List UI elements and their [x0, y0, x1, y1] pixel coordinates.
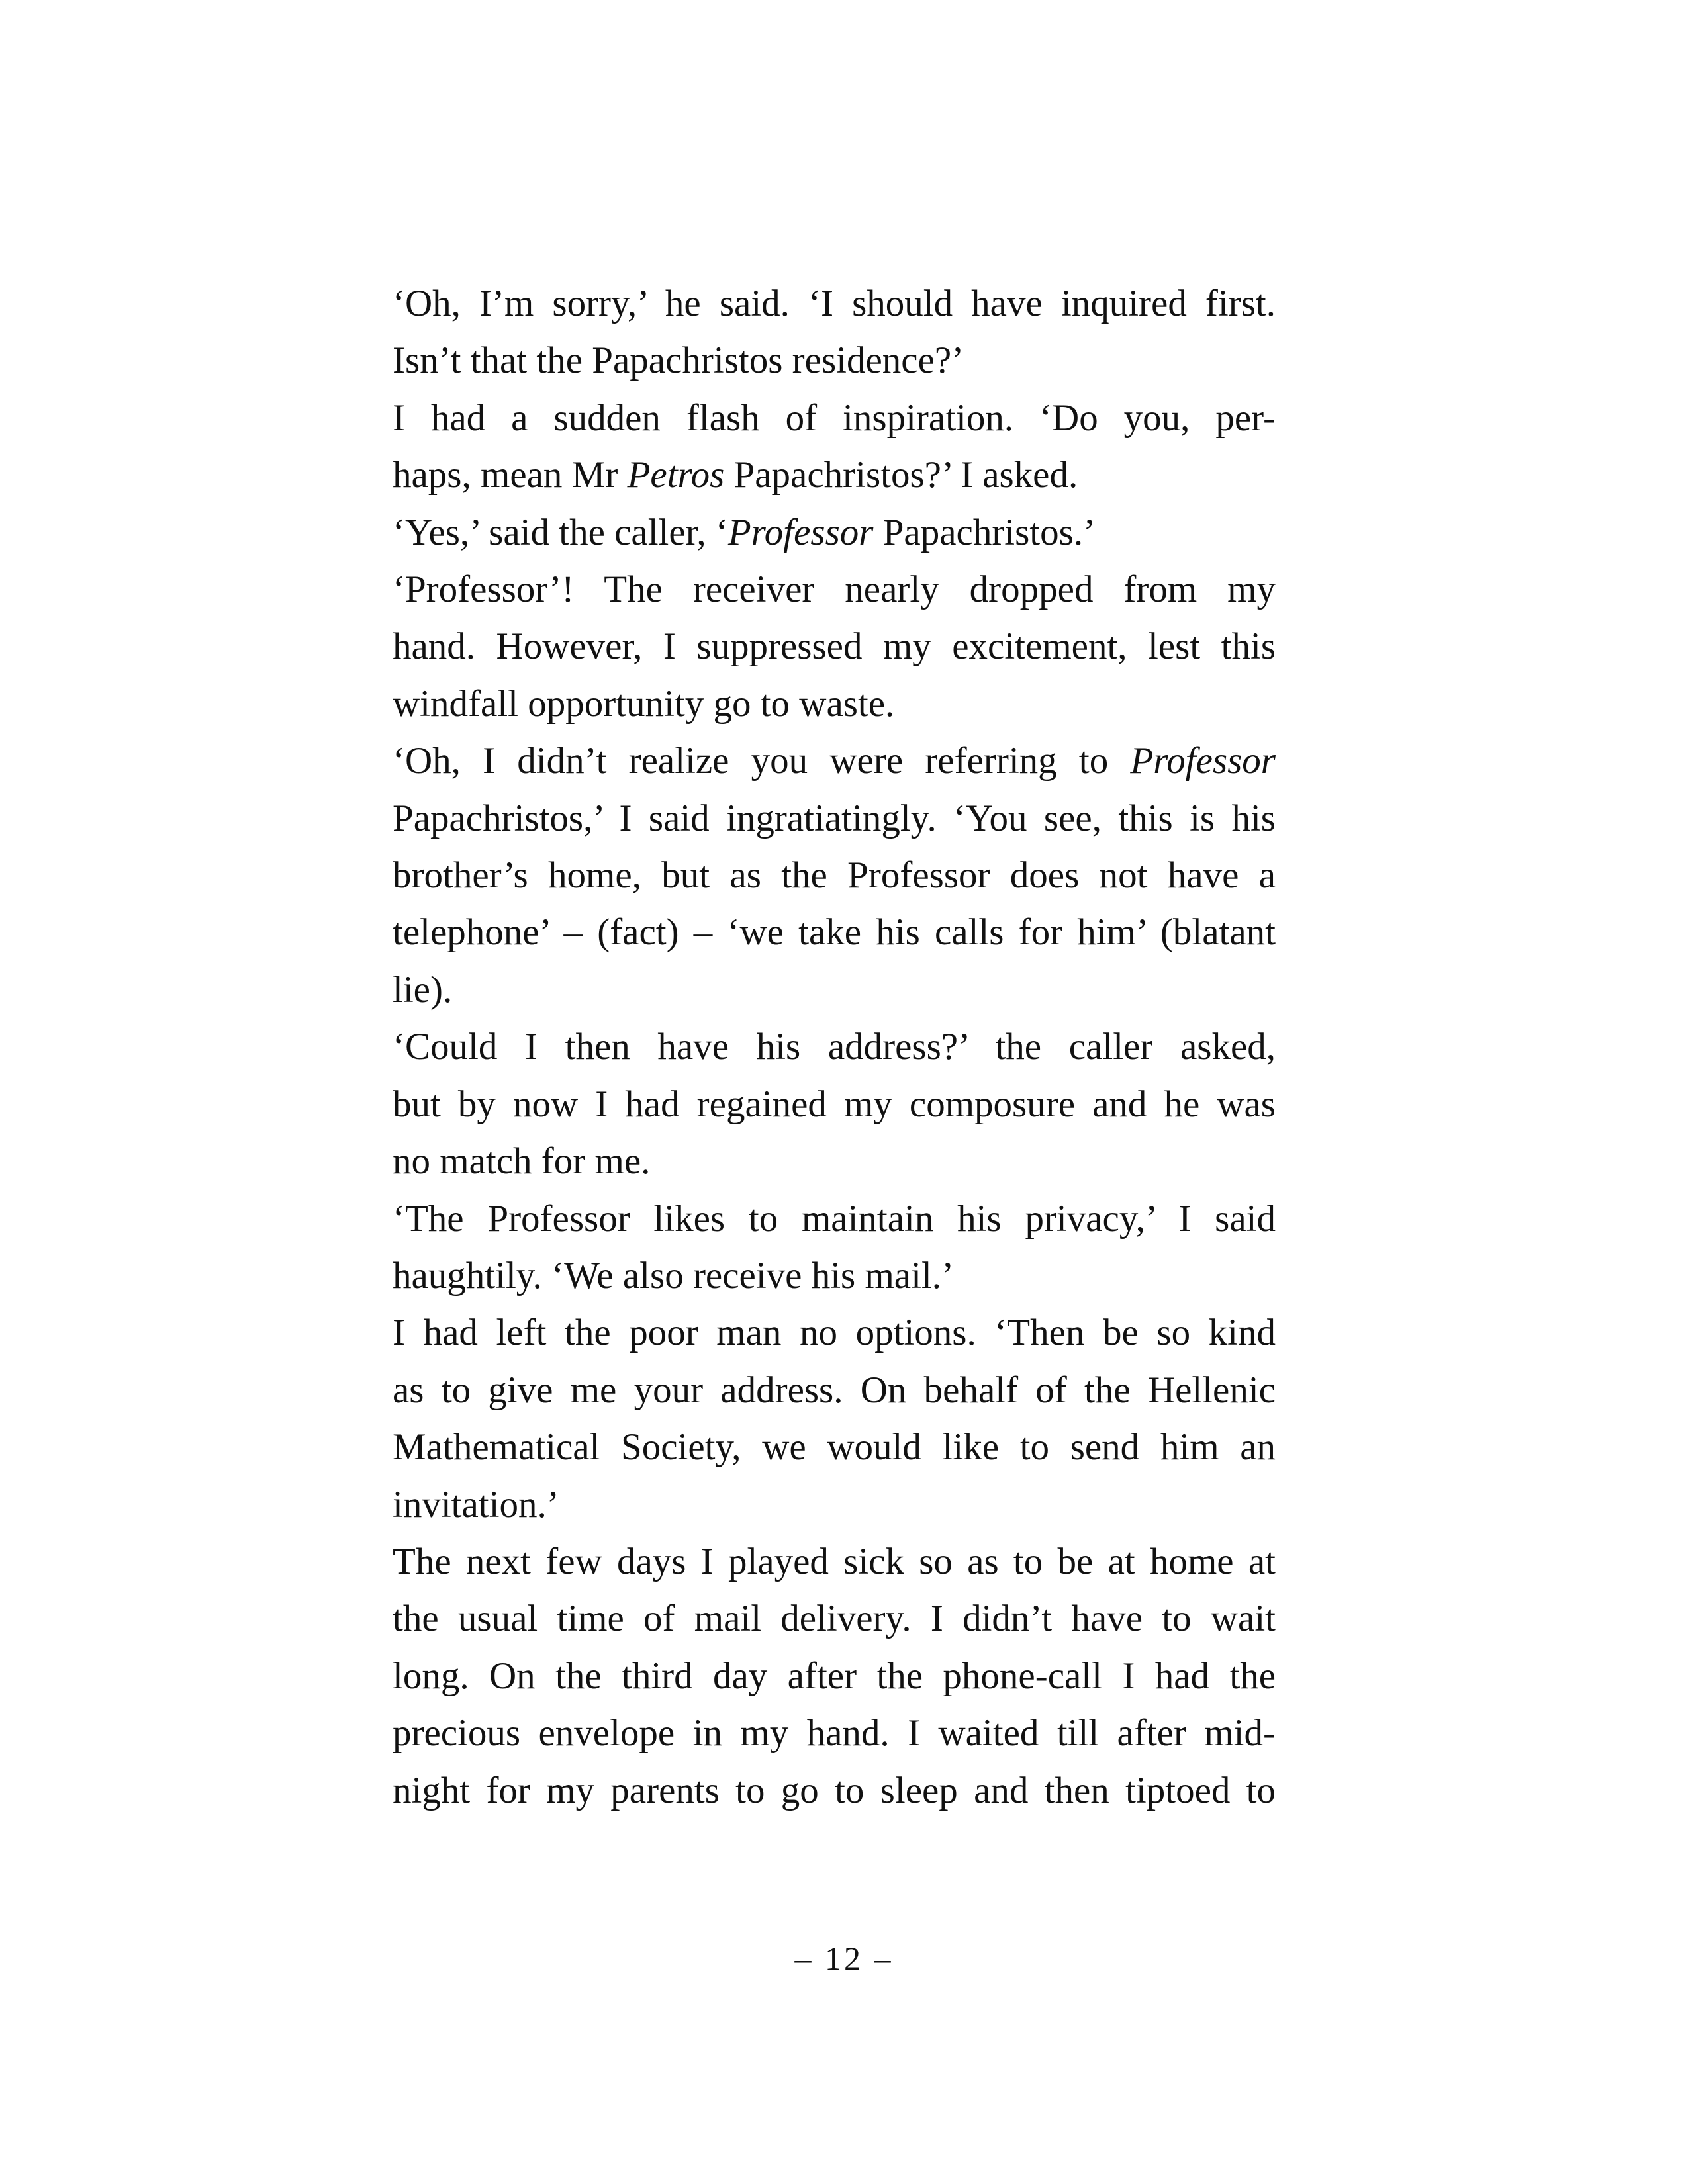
- text-line: ‘Oh, I’m sorry,’ he said. ‘I should have inquired first.: [393, 283, 1276, 324]
- text-line: I had left the poor man no options. ‘Then be so kind: [393, 1312, 1276, 1354]
- text-line: telephone’ – (fact) – ‘we take his calls for him’ (blatant: [393, 911, 1276, 954]
- text-line: haughtily. ‘We also receive his mail.’: [393, 1254, 955, 1297]
- paragraph-7: [393, 1191, 1276, 1305]
- text-line: ‘Could I then have his address?’ the caller asked,: [393, 1026, 1276, 1068]
- paragraph-8: [393, 1304, 1276, 1533]
- text-line: precious envelope in my hand. I waited till after mid-: [393, 1712, 1276, 1754]
- text-line: haps, mean Mr Petros Papachristos?’ I asked.: [393, 454, 1078, 496]
- text-line: invitation.’: [393, 1483, 559, 1525]
- text-line: Papachristos,’ I said ingratiatingly. ‘You see, this is his: [393, 797, 1276, 839]
- text-line: I had a sudden flash of inspiration. ‘Do you, per-: [393, 396, 1276, 439]
- text-line: ‘Professor’! The receiver nearly dropped from my: [393, 569, 1276, 611]
- text-line: ‘Oh, I didn’t realize you were referring to Professor: [393, 740, 1276, 782]
- text-line: ‘Yes,’ said the caller, ‘Professor Papachristos.’: [393, 511, 1096, 553]
- text-line: no match for me.: [393, 1140, 651, 1183]
- paragraph-9: [393, 1533, 1276, 1819]
- text-line: lie).: [393, 968, 453, 1011]
- text-line: Isn’t that the Papachristos residence?’: [393, 340, 964, 382]
- paragraph-5: [393, 733, 1276, 1019]
- text-line: Mathematical Society, we would like to send him an: [393, 1426, 1276, 1469]
- body-text: [393, 275, 1276, 1819]
- text-line: night for my parents to go to sleep and then tiptoed to: [393, 1769, 1276, 1811]
- text-line: brother’s home, but as the Professor does not have a: [393, 854, 1276, 897]
- text-line: as to give me your address. On behalf of the Hellenic: [393, 1369, 1276, 1411]
- paragraph-4: [393, 561, 1276, 733]
- paragraph-6: [393, 1019, 1276, 1190]
- text-line: long. On the third day after the phone-call I had the: [393, 1655, 1276, 1697]
- text-line: but by now I had regained my composure and he was: [393, 1083, 1276, 1125]
- page-number: – 12 –: [794, 1940, 894, 1977]
- text-line: The next few days I played sick so as to be at home at: [393, 1540, 1276, 1582]
- text-line: hand. However, I suppressed my excitement, lest this: [393, 625, 1276, 668]
- paragraph-2: [393, 390, 1276, 504]
- text-line: ‘The Professor likes to maintain his privacy,’ I said: [393, 1197, 1276, 1240]
- text-line: windfall opportunity go to waste.: [393, 682, 895, 725]
- text-line: the usual time of mail delivery. I didn’t have to wait: [393, 1598, 1276, 1640]
- paragraph-1: [393, 275, 1276, 390]
- paragraph-3: [393, 504, 1276, 561]
